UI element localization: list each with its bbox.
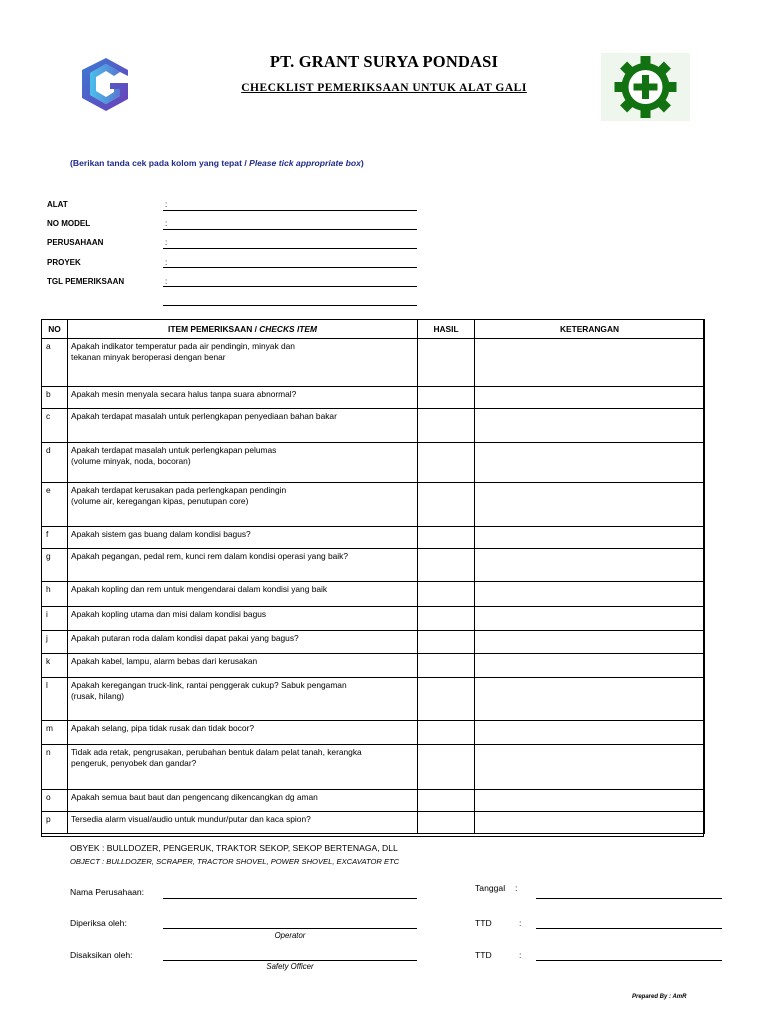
field-colon: : — [165, 219, 168, 228]
row-check-item — [68, 790, 418, 812]
ttd-colon-2: : — [519, 950, 522, 960]
check-item-line: Apakah sistem gas buang dalam kondisi bagus? — [71, 529, 251, 539]
field-colon: : — [165, 238, 168, 247]
row-check-item — [68, 527, 418, 549]
table-row — [42, 443, 705, 483]
row-number: k — [42, 654, 68, 678]
row-check-item — [68, 607, 418, 631]
row-hasil-cell[interactable] — [418, 812, 475, 834]
field-colon: : — [165, 200, 168, 209]
table-row — [42, 387, 705, 409]
row-keterangan-cell[interactable] — [475, 483, 705, 527]
table-row — [42, 721, 705, 745]
check-item-line: Tidak ada retak, pengrusakan, perubahan bentuk dalam pelat tanah, kerangka — [71, 747, 362, 757]
check-item-line: (volume minyak, noda, bocoran) — [71, 456, 191, 466]
safety-officer-caption: Safety Officer — [266, 962, 314, 971]
row-check-item — [68, 631, 418, 654]
instruction-text: (Berikan tanda cek pada kolom yang tepat / Please tick appropriate box) — [70, 158, 364, 168]
row-hasil-cell[interactable] — [418, 790, 475, 812]
alat-input-line[interactable] — [163, 210, 417, 211]
row-check-item — [68, 582, 418, 607]
row-hasil-cell[interactable] — [418, 631, 475, 654]
ttd-line-2[interactable] — [536, 960, 722, 961]
row-keterangan-cell[interactable] — [475, 790, 705, 812]
row-hasil-cell[interactable] — [418, 549, 475, 582]
row-hasil-cell[interactable] — [418, 745, 475, 790]
row-check-item — [68, 443, 418, 483]
row-number: i — [42, 607, 68, 631]
check-item-line: Apakah putaran roda dalam kondisi dapat pakai yang bagus? — [71, 633, 299, 643]
row-hasil-cell[interactable] — [418, 678, 475, 721]
check-item-line: (rusak, hilang) — [71, 691, 125, 701]
table-row — [42, 631, 705, 654]
row-number: g — [42, 549, 68, 582]
table-row — [42, 582, 705, 607]
object-list-id: OBYEK : BULLDOZER, PENGERUK, TRAKTOR SEKOP, SEKOP BERTENAGA, DLL — [70, 843, 398, 853]
row-check-item — [68, 339, 418, 387]
field-label-no-model: NO MODEL — [47, 219, 91, 228]
row-keterangan-cell[interactable] — [475, 409, 705, 443]
no-model-input-line[interactable] — [163, 229, 417, 230]
check-item-line: Apakah terdapat kerusakan pada perlengkapan pendingin — [71, 485, 287, 495]
check-item-line: Apakah kopling utama dan misi dalam kondisi bagus — [71, 609, 267, 619]
check-item-line: pengeruk, penyobek dan gandar? — [71, 758, 197, 768]
table-row — [42, 790, 705, 812]
table-row — [42, 483, 705, 527]
table-row — [42, 812, 705, 834]
ttd-label-2: TTD — [475, 950, 492, 960]
row-number: o — [42, 790, 68, 812]
diperiksa-oleh-line[interactable] — [163, 928, 417, 929]
operator-caption: Operator — [274, 931, 306, 940]
row-hasil-cell[interactable] — [418, 607, 475, 631]
row-check-item — [68, 812, 418, 834]
row-keterangan-cell[interactable] — [475, 654, 705, 678]
table-row — [42, 527, 705, 549]
ttd-line-1[interactable] — [536, 928, 722, 929]
check-item-line: Apakah terdapat masalah untuk perlengkapan pelumas — [71, 445, 277, 455]
check-item-line: (volume air, keregangan kipas, penutupan core) — [71, 496, 249, 506]
row-check-item — [68, 483, 418, 527]
prepared-by: Prepared By : AmR — [632, 994, 687, 1000]
table-row — [42, 409, 705, 443]
checklist-table — [41, 319, 705, 834]
check-item-line: Apakah keregangan truck-link, rantai penggerak cukup? Sabuk pengaman — [71, 680, 347, 690]
row-hasil-cell[interactable] — [418, 654, 475, 678]
disaksikan-oleh-label: Disaksikan oleh: — [70, 950, 133, 960]
table-header-row — [42, 320, 705, 339]
tanggal-line[interactable] — [536, 898, 722, 899]
row-check-item — [68, 745, 418, 790]
tanggal-label: Tanggal — [475, 883, 506, 893]
company-name: PT. GRANT SURYA PONDASI — [269, 52, 499, 71]
perusahaan-input-line[interactable] — [163, 248, 417, 249]
ttd-label-1: TTD — [475, 918, 492, 928]
extra-input-line[interactable] — [163, 305, 417, 306]
table-row — [42, 678, 705, 721]
field-colon: : — [165, 277, 168, 286]
table-row — [42, 745, 705, 790]
header-keterangan: KETERANGAN — [475, 320, 705, 339]
row-number: b — [42, 387, 68, 409]
row-hasil-cell[interactable] — [418, 409, 475, 443]
row-keterangan-cell[interactable] — [475, 339, 705, 387]
check-item-line: Apakah pegangan, pedal rem, kunci rem dalam kondisi operasi yang baik? — [71, 551, 349, 561]
nama-perusahaan-label: Nama Perusahaan: — [70, 887, 145, 897]
check-item-line: Tersedia alarm visual/audio untuk mundur/putar dan kaca spion? — [71, 814, 311, 824]
document-title: CHECKLIST PEMERIKSAAN UNTUK ALAT GALI — [241, 82, 527, 94]
row-keterangan-cell[interactable] — [475, 812, 705, 834]
field-label-alat: ALAT — [47, 200, 68, 209]
row-number: f — [42, 527, 68, 549]
header-no: NO — [42, 320, 68, 339]
nama-perusahaan-line[interactable] — [163, 898, 417, 899]
header-item: ITEM PEMERIKSAAN / CHECKS ITEM — [68, 320, 418, 339]
check-item-line: Apakah indikator temperatur pada air pendingin, minyak dan — [71, 341, 295, 351]
field-label-perusahaan: PERUSAHAAN — [47, 238, 104, 247]
row-keterangan-cell[interactable] — [475, 745, 705, 790]
check-item-line: Apakah mesin menyala secara halus tanpa suara abnormal? — [71, 389, 297, 399]
row-hasil-cell[interactable] — [418, 443, 475, 483]
row-hasil-cell[interactable] — [418, 387, 475, 409]
row-hasil-cell[interactable] — [418, 527, 475, 549]
ttd-colon-1: : — [519, 918, 522, 928]
object-list-en: OBJECT : BULLDOZER, SCRAPER, TRACTOR SHOVEL, POWER SHOVEL, EXCAVATOR ETC — [70, 857, 400, 866]
row-check-item — [68, 654, 418, 678]
row-number: j — [42, 631, 68, 654]
row-check-item — [68, 409, 418, 443]
row-keterangan-cell[interactable] — [475, 631, 705, 654]
table-row — [42, 549, 705, 582]
row-check-item — [68, 678, 418, 721]
row-number: n — [42, 745, 68, 790]
row-keterangan-cell[interactable] — [475, 549, 705, 582]
table-row — [42, 339, 705, 387]
row-number: m — [42, 721, 68, 745]
row-number: a — [42, 339, 68, 387]
row-number: p — [42, 812, 68, 834]
check-item-line: tekanan minyak beroperasi dengan benar — [71, 352, 226, 362]
row-keterangan-cell[interactable] — [475, 721, 705, 745]
row-number: e — [42, 483, 68, 527]
row-keterangan-cell[interactable] — [475, 443, 705, 483]
row-hasil-cell[interactable] — [418, 582, 475, 607]
disaksikan-oleh-line[interactable] — [163, 960, 417, 961]
diperiksa-oleh-label: Diperiksa oleh: — [70, 918, 127, 928]
row-hasil-cell[interactable] — [418, 483, 475, 527]
row-number: d — [42, 443, 68, 483]
table-row — [42, 607, 705, 631]
check-item-line: Apakah terdapat masalah untuk perlengkapan penyediaan bahan bakar — [71, 411, 337, 421]
proyek-input-line[interactable] — [163, 267, 417, 268]
check-item-line: Apakah kopling dan rem untuk mengendarai dalam kondisi yang baik — [71, 584, 328, 594]
table-row — [42, 654, 705, 678]
row-check-item — [68, 387, 418, 409]
row-number: h — [42, 582, 68, 607]
row-hasil-cell[interactable] — [418, 339, 475, 387]
row-keterangan-cell[interactable] — [475, 527, 705, 549]
check-item-line: Apakah kabel, lampu, alarm bebas dari kerusakan — [71, 656, 258, 666]
check-item-line: Apakah selang, pipa tidak rusak dan tidak bocor? — [71, 723, 254, 733]
row-keterangan-cell[interactable] — [475, 582, 705, 607]
field-label-tgl-pemeriksaan: TGL PEMERIKSAAN — [47, 277, 125, 286]
tanggal-colon: : — [515, 883, 518, 893]
check-item-line: Apakah semua baut baut dan pengencang dikencangkan dg aman — [71, 792, 318, 802]
row-keterangan-cell[interactable] — [475, 607, 705, 631]
row-check-item — [68, 721, 418, 745]
row-number: c — [42, 409, 68, 443]
checklist-rows — [42, 339, 705, 834]
row-keterangan-cell[interactable] — [475, 387, 705, 409]
tgl-pemeriksaan-input-line[interactable] — [163, 286, 417, 287]
field-colon: : — [165, 258, 168, 267]
row-check-item — [68, 549, 418, 582]
row-keterangan-cell[interactable] — [475, 678, 705, 721]
header-hasil: HASIL — [418, 320, 475, 339]
row-hasil-cell[interactable] — [418, 721, 475, 745]
row-number: l — [42, 678, 68, 721]
field-label-proyek: PROYEK — [47, 258, 81, 267]
